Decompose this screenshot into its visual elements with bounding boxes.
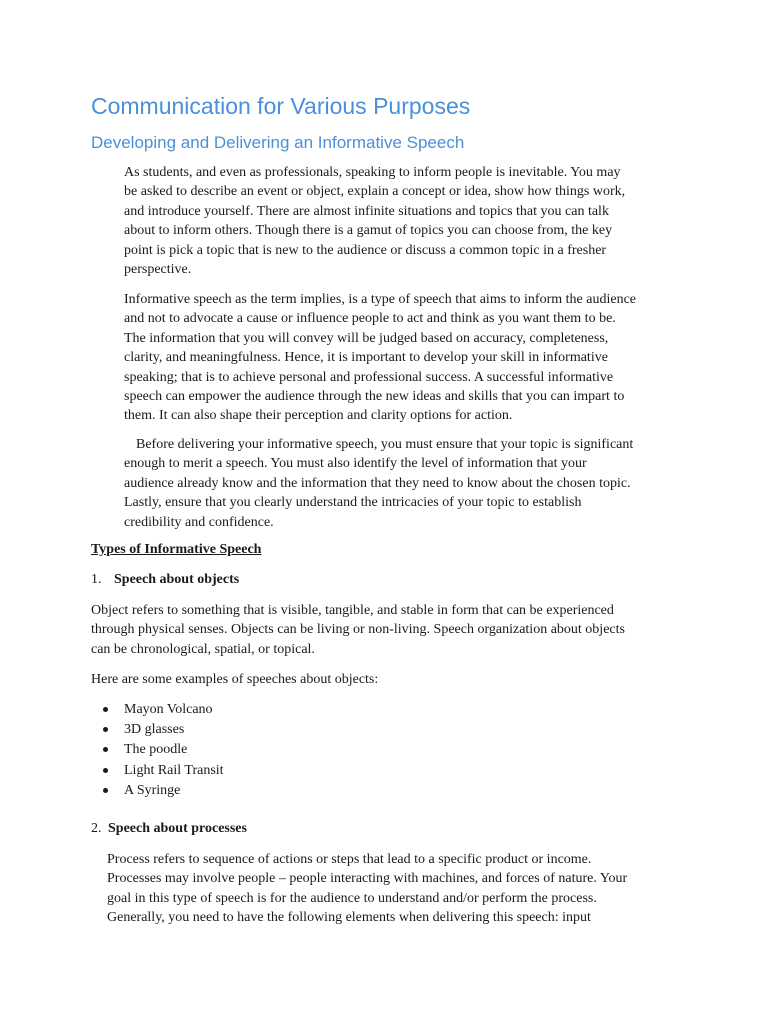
paragraph-line: perspective. [124, 262, 192, 278]
paragraph-line: Before delivering your informative speech, you must ensure that your topic is significant [136, 437, 634, 452]
paragraph-line: enough to merit a speech. You must also identify the level of information that your [124, 456, 587, 472]
paragraph-line: point is pick a topic that is new to the audience or discuss a common topic in a fresher [124, 242, 607, 258]
paragraph-line: Object refers to something that is visible, tangible, and stable in form that can be experienced [91, 603, 614, 618]
object-examples-list [103, 700, 224, 801]
paragraph-line: Generally, you need to have the following elements when delivering this speech: input [107, 910, 591, 926]
intro-paragraph-3 [124, 435, 633, 532]
paragraph-line: goal in this type of speech is for the audience to understand and/or perform the process. [107, 890, 597, 906]
section-heading-processes [91, 821, 247, 837]
list-item [103, 761, 224, 781]
list-item [103, 781, 224, 801]
list-item [103, 740, 224, 760]
paragraph-line: and introduce yourself. There are almost infinite situations and topics that you can talk [124, 203, 609, 219]
section-title: Speech about objects [114, 572, 240, 587]
paragraph-line: them. It can also shape their perception and clarity options for action. [124, 408, 513, 424]
paragraph-line: audience already know and the information that they need to know about the chosen topic. [124, 475, 631, 491]
list-item [103, 700, 224, 720]
section-number: 2. [91, 821, 102, 836]
intro-paragraph-1 [124, 163, 625, 279]
bullet-icon [103, 768, 108, 773]
paragraph-line: Process refers to sequence of actions or steps that lead to a specific product or income. [107, 852, 592, 867]
list-item-text: 3D glasses [124, 722, 185, 738]
paragraph-line: Here are some examples of speeches about objects: [91, 672, 379, 687]
objects-examples-intro [91, 670, 378, 689]
processes-paragraph [107, 850, 627, 928]
list-item-text: A Syringe [124, 782, 181, 798]
intro-paragraph-2 [124, 290, 636, 426]
paragraph-line: clarity, and meaningfulness. Hence, it is important to develop your skill in informative [124, 350, 608, 366]
paragraph-line: speaking; that is to achieve personal and professional success. A successful informative [124, 369, 614, 385]
paragraph-line: As students, and even as professionals, speaking to inform people is inevitable. You may [124, 165, 621, 180]
document-title: Communication for Various Purposes [91, 93, 471, 119]
bullet-icon [103, 747, 108, 752]
paragraph-line: and not to advocate a cause or influence people to act and think as you want them to be. [124, 311, 616, 327]
paragraph-line: be asked to describe an event or object, explain a concept or idea, show how things work, [124, 184, 626, 200]
paragraph-line: about to inform others. Though there is a gamut of topics you can choose from, the key [124, 223, 613, 239]
paragraph-line: through physical senses. Objects can be living or non-living. Speech organization about objects [91, 622, 625, 638]
bullet-icon [103, 707, 108, 712]
section-title: Speech about processes [108, 821, 247, 836]
paragraph-line: speech can empower the audience through the new ideas and skills that you can impart to [124, 389, 625, 405]
paragraph-line: Informative speech as the term implies, is a type of speech that aims to inform the audience [124, 292, 636, 307]
bullet-icon [103, 727, 108, 732]
section-heading-objects [91, 572, 239, 588]
paragraph-line: Lastly, ensure that you clearly understand the intricacies of your topic to establish [124, 495, 582, 511]
paragraph-line: Processes may involve people – people interacting with machines, and forces of nature. Your [107, 871, 628, 887]
list-item [103, 720, 224, 740]
list-item-text: Mayon Volcano [124, 702, 213, 717]
paragraph-line: credibility and confidence. [124, 514, 274, 530]
paragraph-line: The information that you will convey will be judged based on accuracy, completeness, [124, 330, 609, 346]
paragraph-line: can be chronological, spatial, or topical. [91, 641, 315, 657]
section-number: 1. [91, 572, 102, 587]
document-subtitle: Developing and Delivering an Informative Speech [91, 133, 465, 152]
list-item-text: Light Rail Transit [124, 762, 224, 778]
list-item-text: The poodle [124, 742, 188, 758]
objects-paragraph [91, 601, 625, 659]
types-heading: Types of Informative Speech [91, 542, 262, 557]
bullet-icon [103, 788, 108, 793]
